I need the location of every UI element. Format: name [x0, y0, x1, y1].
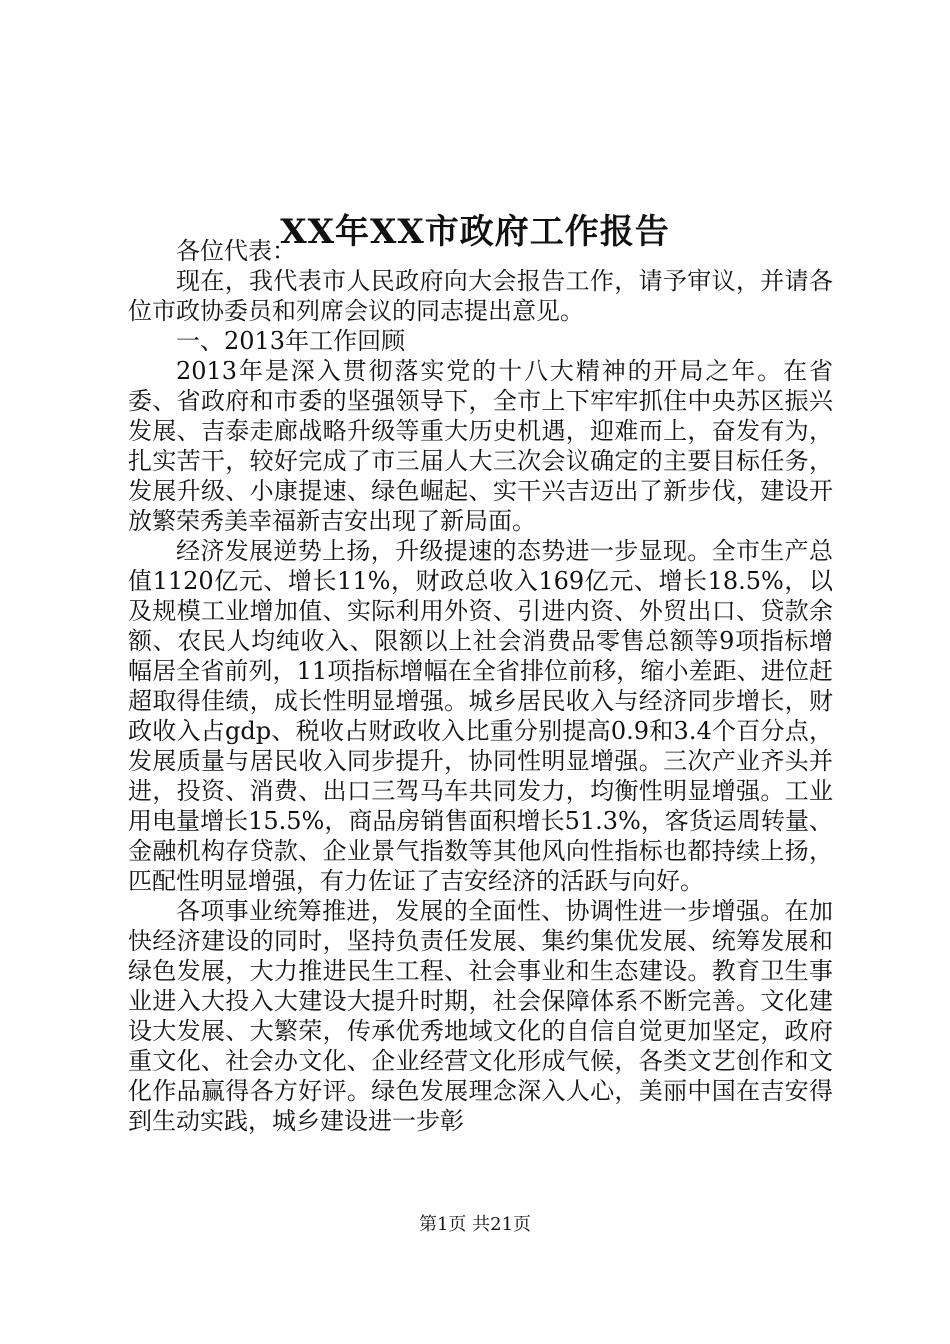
page-title: XX年XX市政府工作报告 [280, 211, 670, 252]
page-number-footer: 第1页 共21页 [418, 1214, 532, 1235]
economy-paragraph: 经济发展逆势上扬，升级提速的态势进一步显现。全市生产总值1120亿元、增长11%，财政总收入169亿元、增长18.5%，以及规模工业增加值、实际利用外资、引进内资、外贸出口、贷款余额、农民人均纯收入、限额以上社会消费品零售总额等9项指标增幅居全省前列，11项指标增幅在全省排位前移，缩小差距、进位赶超取得佳绩，成长性明显增强。城乡居民收入与经济同步增长，财政收入占gdp、税收占财政收入比重分别提高0.9和3.4个百分点，发展质量与居民收入同步提升，协同性明显增强。三次产业齐头并进，投资、消费、出口三驾马车共同发力，均衡性明显增强。工业用电量增长15.5%，商品房销售面积增长51.3%，客货运周转量、金融机构存贷款、企业景气指数等其他风向性指标也都持续上扬，匹配性明显增强，有力佐证了吉安经济的活跃与向好。 [128, 537, 833, 895]
salutation-paragraph: 各位代表： [176, 237, 296, 265]
opening-paragraph: 现在，我代表市人民政府向大会报告工作，请予审议，并请各位市政协委员和列席会议的同志提出意见。 [128, 267, 833, 325]
section-heading: 一、2013年工作回顾 [176, 327, 406, 355]
review-paragraph: 2013年是深入贯彻落实党的十八大精神的开局之年。在省委、省政府和市委的坚强领导下，全市上下牢牢抓住中央苏区振兴发展、吉泰走廊战略升级等重大历史机遇，迎难而上，奋发有为，扎实苦干，较好完成了市三届人大三次会议确定的主要目标任务，发展升级、小康提速、绿色崛起、实干兴吉迈出了新步伐，建设开放繁荣秀美幸福新吉安出现了新局面。 [128, 357, 833, 535]
document-body [128, 236, 833, 1136]
development-paragraph: 各项事业统筹推进，发展的全面性、协调性进一步增强。在加快经济建设的同时，坚持负责任发展、集约集优发展、统筹发展和绿色发展，大力推进民生工程、社会事业和生态建设。教育卫生事业进入大投入大建设大提升时期，社会保障体系不断完善。文化建设大发展、大繁荣，传承优秀地域文化的自信自觉更加坚定，政府重文化、社会办文化、企业经营文化形成气候，各类文艺创作和文化作品赢得各方好评。绿色发展理念深入人心，美丽中国在吉安得到生动实践，城乡建设进一步彰 [128, 897, 833, 1135]
